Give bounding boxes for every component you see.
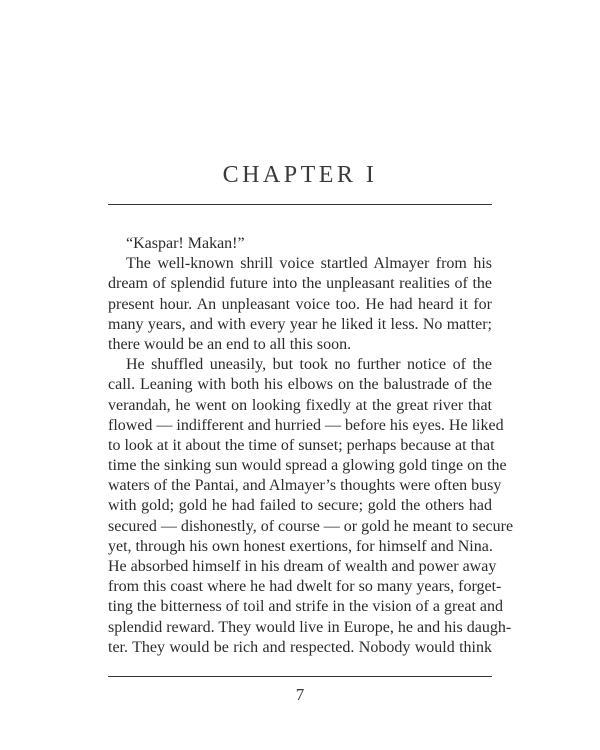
- text-line: The well-known shrill voice startled Almayer from his: [126, 255, 492, 273]
- text-line: with gold; gold he had failed to secure; gold the others had: [108, 497, 492, 515]
- text-line: ting the bitterness of toil and strife in the vision of a great and: [108, 598, 504, 616]
- text-line: waters of the Pantai, and Almayer’s thoughts were often busy: [108, 477, 502, 495]
- chapter-body: [108, 234, 514, 658]
- text-line: He absorbed himself in his dream of wealth and power away: [108, 558, 497, 575]
- chapter-title-rule: [108, 204, 492, 205]
- text-line: yet, through his own honest exertions, for himself and Nina.: [108, 537, 493, 555]
- text-line: “Kaspar! Makan!”: [126, 235, 245, 252]
- chapter-title: CHAPTER I: [222, 162, 378, 188]
- text-line: verandah, he went on looking fixedly at the great river that: [108, 396, 492, 414]
- text-line: present hour. An unpleasant voice too. He had heard it for: [108, 295, 492, 313]
- text-line: from this coast where he had dwelt for so many years, forget-: [108, 578, 502, 596]
- text-line: to look at it about the time of sunset; perhaps because at that: [108, 436, 495, 454]
- text-line: many years, and with every year he liked it less. No matter;: [108, 315, 492, 333]
- text-line: secured — dishonestly, of course — or gold he meant to secure: [108, 517, 514, 535]
- text-line: He shuffled uneasily, but took no further notice of the: [126, 356, 492, 374]
- text-line: ter. They would be rich and respected. Nobody would think: [108, 638, 492, 656]
- text-line: call. Leaning with both his elbows on the balustrade of the: [108, 376, 492, 394]
- text-line: time the sinking sun would spread a glowing gold tinge on the: [108, 457, 507, 475]
- text-line: dream of splendid future into the unpleasant realities of the: [108, 275, 492, 293]
- text-line: there would be an end to all this soon.: [108, 335, 352, 353]
- text-line: flowed — indifferent and hurried — before his eyes. He liked: [108, 416, 504, 434]
- text-line: splendid reward. They would live in Europe, he and his daugh-: [108, 618, 512, 636]
- page-number: 7: [295, 685, 305, 704]
- footer-rule: [108, 676, 492, 677]
